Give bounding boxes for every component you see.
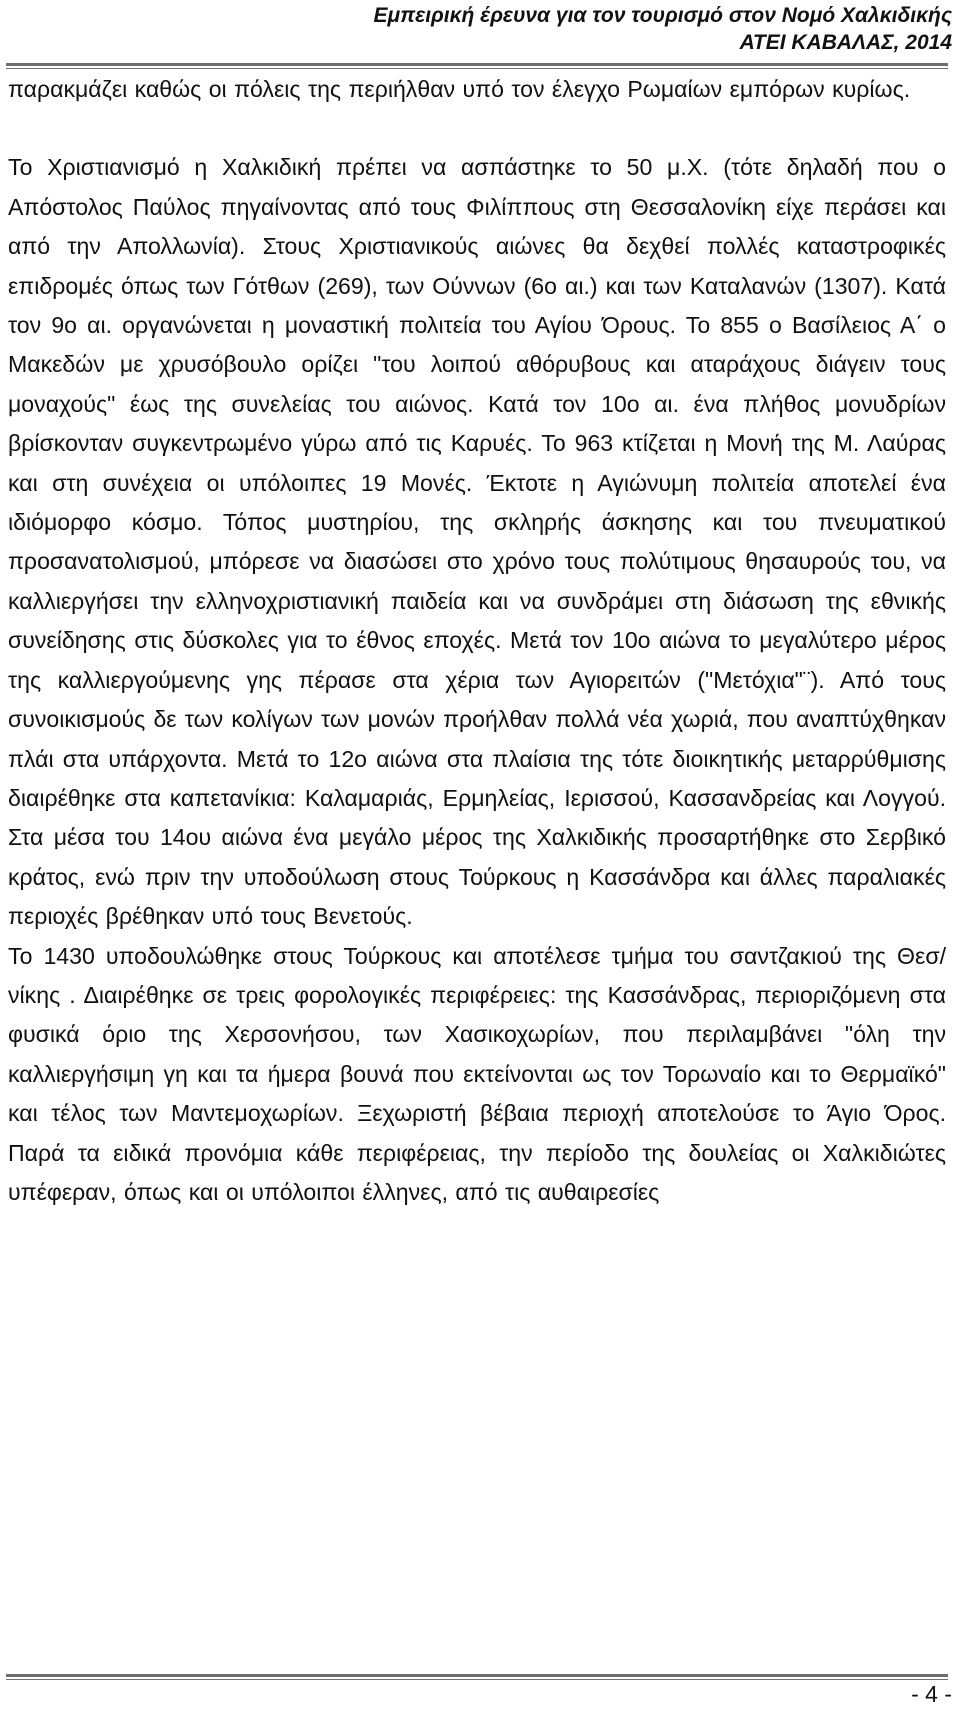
header-title: Εμπειρική έρευνα για τον τουρισμό στον Νομό Χαλκιδικής <box>373 4 952 27</box>
paragraph-christianity: Το Χριστιανισμό η Χαλκιδική πρέπει να ασπάστηκε το 50 μ.Χ. (τότε δηλαδή που ο Απόστολος Παύλος πηγαίνοντας από τους Φιλίππους στη Θεσσαλονίκη είχε περάσει και από την Απολλωνία). Στους Χριστιανικούς αιώνες θα δεχθεί πολλές καταστροφικές επιδρομές όπως των Γότθων (269), των Ούννων (6ο αι.) και των Καταλανών (1307). Κατά τον 9ο αι. οργανώνεται η μοναστική πολιτεία του Αγίου Όρους. Το 855 ο Βασίλειος Α΄ ο Μακεδών με χρυσόβουλο ορίζει "του λοιπού αθόρυβους και αταράχους διάγειν τους μοναχούς" έως της συνελείας του αιώνος. Κατά τον 10ο αι. ένα πλήθος μονυδρίων βρίσκονταν συγκεντρωμένο γύρω από τις Καρυές. Το 963 κτίζεται η Μονή της Μ. Λαύρας και στη συνέχεια οι υπόλοιπες 19 Μονές. Έκτοτε η Αγιώνυμη πολιτεία αποτελεί ένα ιδιόμορφο κόσμο. Τόπος μυστηρίου, της σκληρής άσκησης και του πνευματικού προσανατολισμού, μπόρεσε να διασώσει στο χρόνο τους πολύτιμους θησαυρούς του, να καλλιεργήσει την ελληνοχριστιανική παιδεία και να συνδράμει στη διάσωση της εθνικής συνείδησης στις δύσκολες για το έθνος εποχές. Μετά τον 10ο αιώνα το μεγαλύτερο μέρος της καλλιεργούμενης γης πέρασε στα χέρια των Αγιορειτών ("Μετόχια"¨). Από τους συνοικισμούς δε των κολίγων των μονών προήλθαν πολλά νέα χωριά, που αναπτύχθηκαν πλάι στα υπάρχοντα. Μετά το 12ο αιώνα στα πλαίσια της τότε διοικητικής μεταρρύθμισης διαιρέθηκε στα καπετανίκια: Καλαμαριάς, Ερμηλείας, Ιερισσού, Κασσανδρείας και Λογγού. Στα μέσα του 14ου αιώνα ένα μεγάλο μέρος της Χαλκιδικής προσαρτήθηκε στο Σερβικό κράτος, ενώ πριν την υποδούλωση στους Τούρκους η Κασσάνδρα και άλλες παραλιακές περιοχές βρέθηκαν υπό τους Βενετούς. <box>8 154 946 930</box>
header-divider <box>6 63 948 69</box>
page-number: - 4 - <box>911 1681 952 1707</box>
paragraph-continuation: παρακμάζει καθώς οι πόλεις της περιήλθαν υπό τον έλεγχο Ρωμαίων εμπόρων κυρίως. <box>8 76 911 102</box>
running-header <box>374 2 952 56</box>
header-institution: ΑΤΕΙ ΚΑΒΑΛΑΣ, 2014 <box>739 31 952 54</box>
footer-divider <box>6 1674 948 1680</box>
body-text <box>8 70 946 1212</box>
paragraph-ottoman-rule: Το 1430 υποδουλώθηκε στους Τούρκους και αποτέλεσε τμήμα του σαντζακιού της Θεσ/νίκης . Διαιρέθηκε σε τρεις φορολογικές περιφέρειες: της Κασσάνδρας, περιοριζόμενη στα φυσικά όριο της Χερσονήσου, των Χασικοχωρίων, που περιλαμβάνει "όλη την καλλιεργήσιμη γη και τα ήμερα βουνά που εκτείνονται ως τον Τορωναίο και το Θερμαϊκό" και τέλος των Μαντεμοχωρίων. Ξεχωριστή βέβαια περιοχή αποτελούσε το Άγιο Όρος. Παρά τα ειδικά προνόμια κάθε περιφέρειας, την περίοδο της δουλείας οι Χαλκιδιώτες υπέφεραν, όπως και οι υπόλοιποι έλληνες, από τις αυθαιρεσίες <box>8 942 946 1205</box>
